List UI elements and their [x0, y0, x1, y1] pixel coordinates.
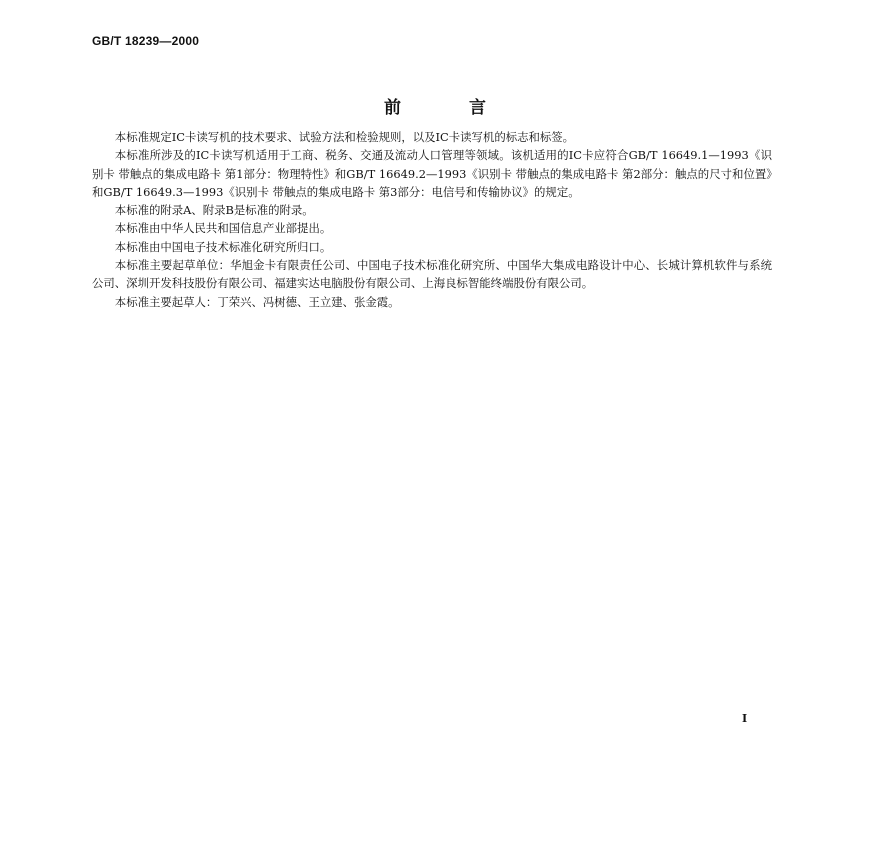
standard-code: GB/T 18239—2000: [92, 34, 200, 48]
paragraph-drafters: 本标准主要起草人：丁荣兴、冯树德、王立建、张金霞。: [114, 294, 400, 309]
paragraph-administrator: 本标准由中国电子技术标准化研究所归口。: [114, 239, 332, 254]
page-title: 前言: [384, 98, 554, 118]
foreword-body: [92, 128, 772, 311]
paragraph-drafting-units: 本标准主要起草单位：华旭金卡有限责任公司、中国电子技术标准化研究所、中国华大集成电路设计中心、长城计算机软件与系统公司、深圳开发科技股份有限公司、福建实达电脑股份有限公司、上海良标智能终端股份有限公司。: [92, 258, 772, 291]
page-number: I: [742, 712, 748, 725]
paragraph-scope: 本标准规定IC卡读写机的技术要求、试验方法和检验规则，以及IC卡读写机的标志和标签。: [114, 130, 575, 144]
paragraph-proposer: 本标准由中华人民共和国信息产业部提出。: [114, 221, 332, 236]
paragraph-appendix: 本标准的附录A、附录B是标准的附录。: [114, 203, 314, 218]
paragraph-application: 本标准所涉及的IC卡读写机适用于工商、税务、交通及流动人口管理等领域。该机适用的IC卡应符合GB/T 16649.1—1993《识别卡 带触点的集成电路卡 第1部分：物理特性》和GB/T 16649.2—1993《识别卡 带触点的集成电路卡 第2部分：触点的尺寸和位置》和GB/T 16649.3—1993《识别卡 带触点的集成电路卡 第3部分：电信号和传输协议》的规定。: [92, 148, 772, 199]
